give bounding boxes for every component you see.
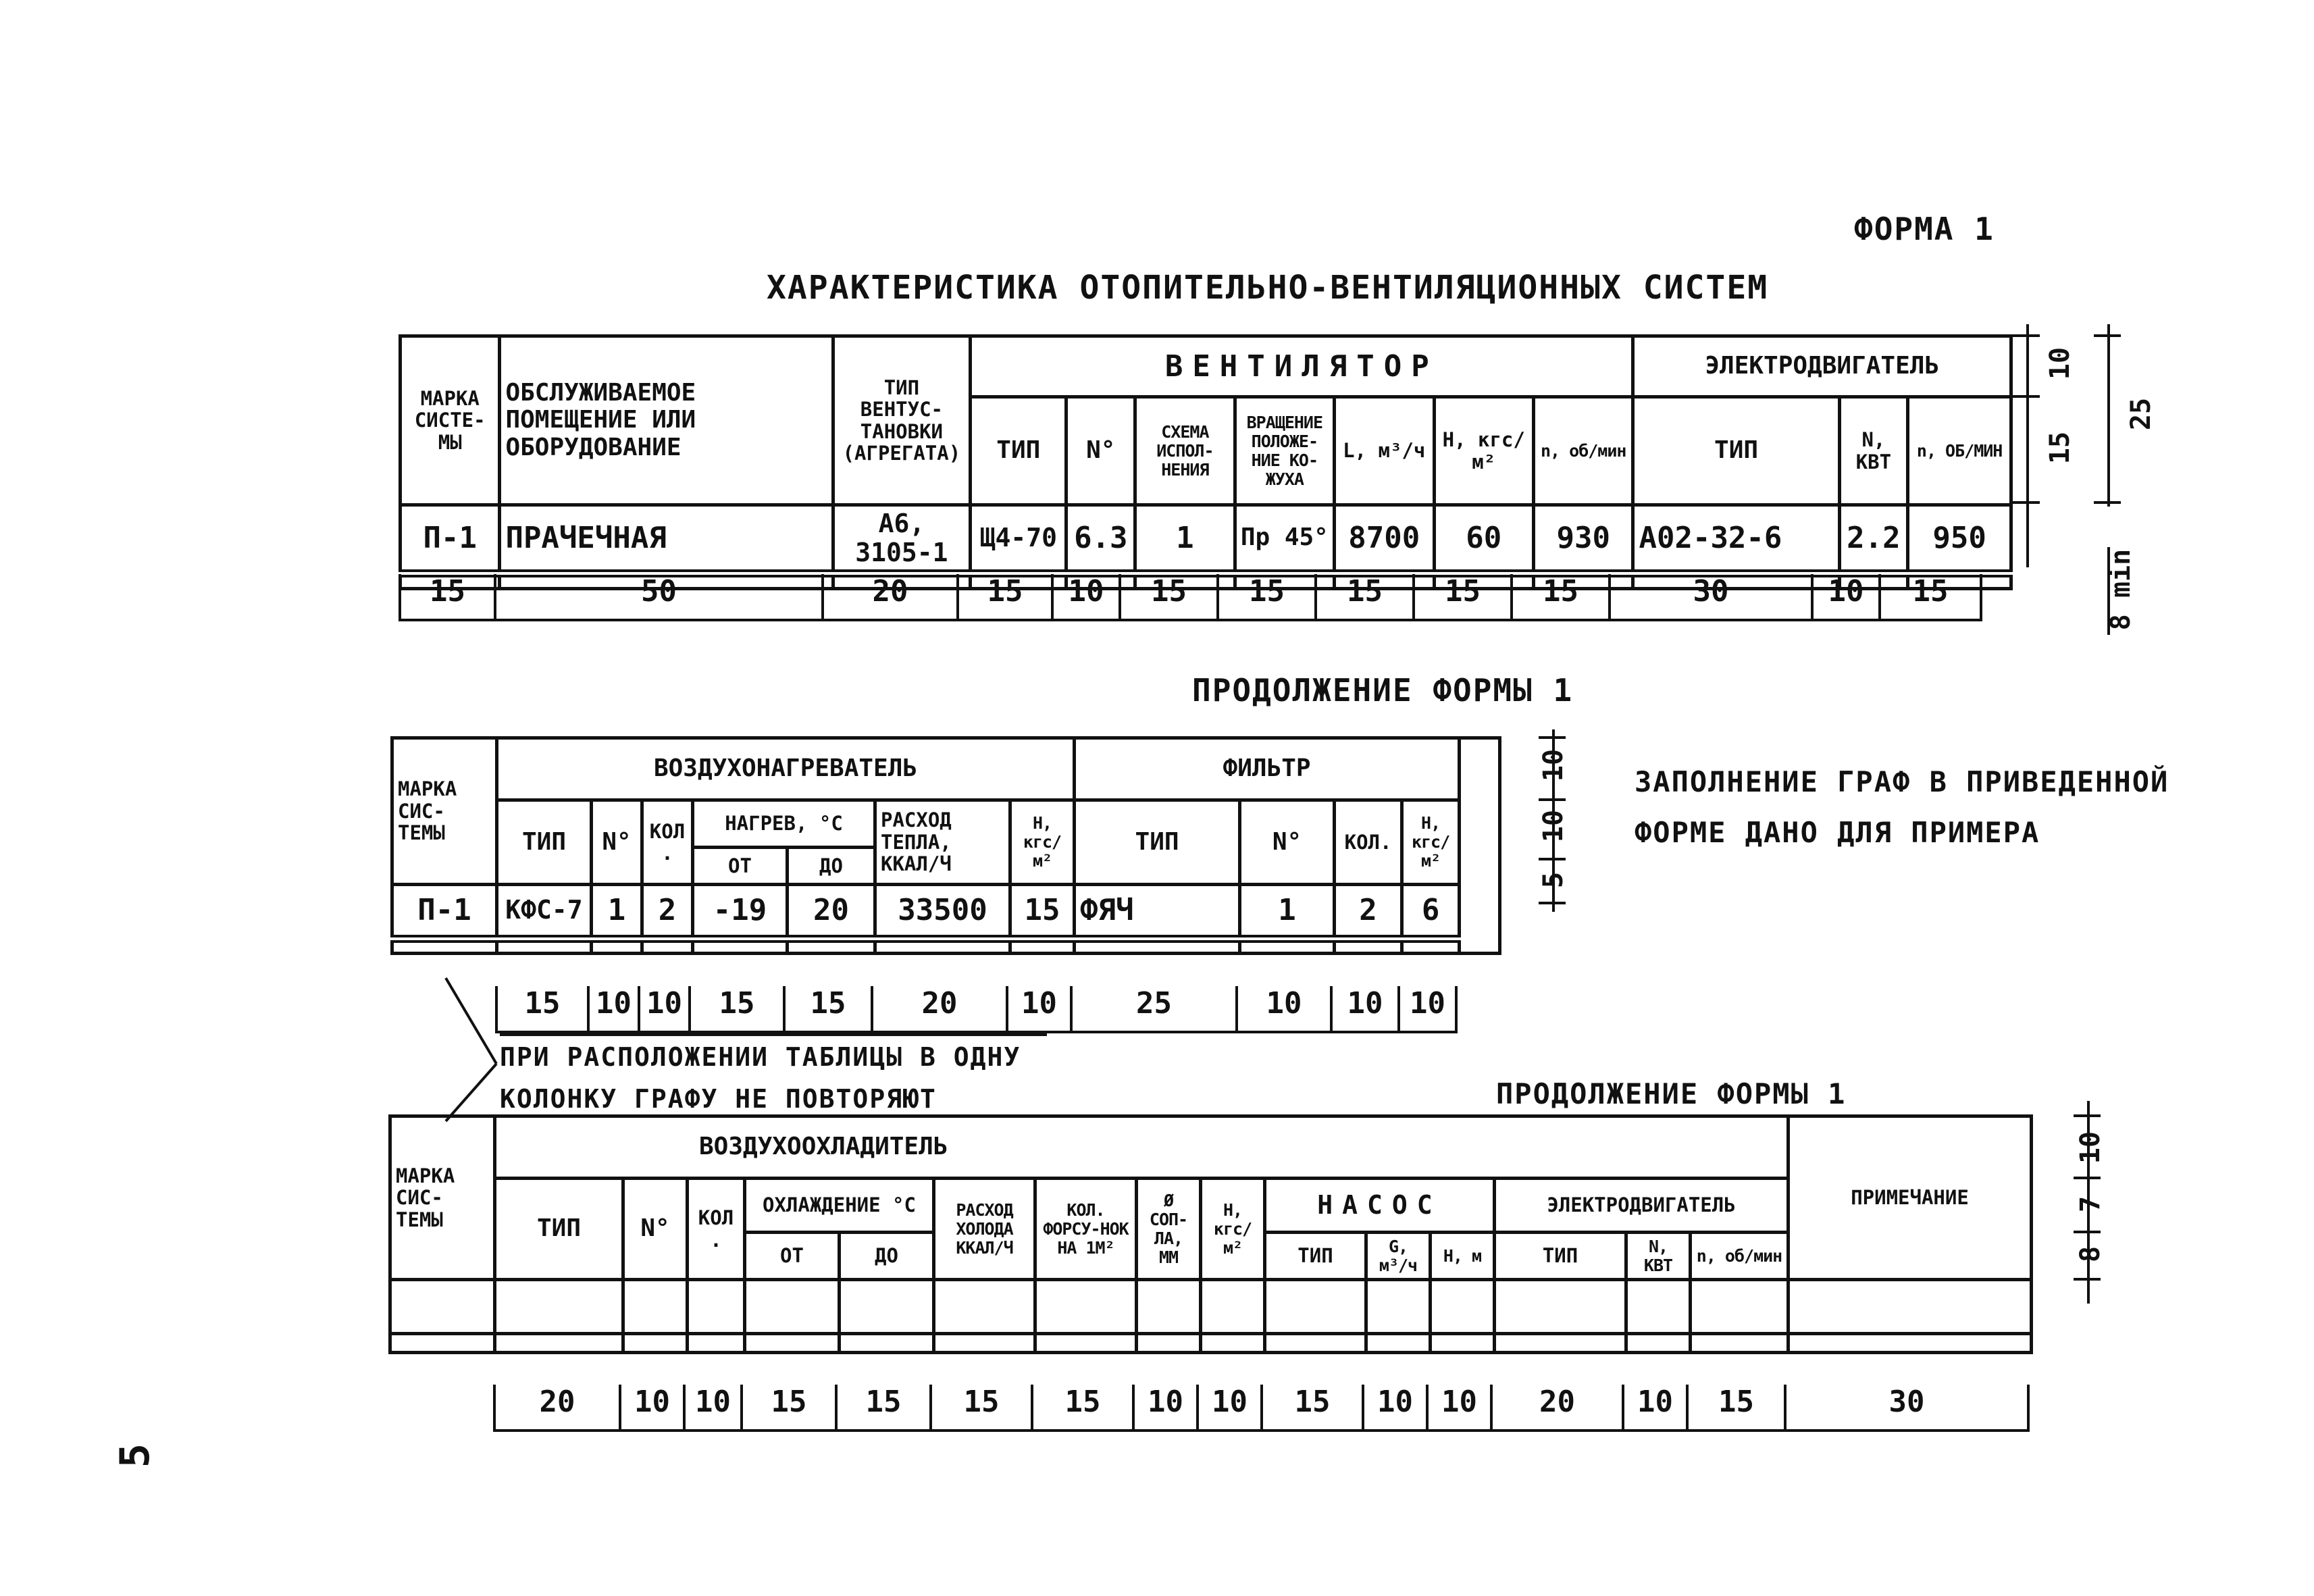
dim: 15 xyxy=(786,986,873,1031)
side-dim-min: 8 min xyxy=(2105,548,2136,631)
cell: П-1 xyxy=(401,505,500,574)
dim: 15 xyxy=(1317,574,1415,619)
group-cooler: ВОЗДУХООХЛАДИТЕЛЬ xyxy=(495,1116,1789,1179)
col-filter-H: Н, кгс/м² xyxy=(1402,800,1460,885)
dim: 15 xyxy=(691,986,786,1031)
col-nozzle-diameter: Ø СОП-ЛА, ММ xyxy=(1137,1179,1201,1280)
side-dim: 5 xyxy=(1538,871,1569,889)
col-fan-type: ТИП xyxy=(971,397,1066,505)
col-filter-no: N° xyxy=(1240,800,1335,885)
col-fan-H: Н, кгс/м² xyxy=(1434,397,1533,505)
table-row xyxy=(401,505,2011,574)
group-pump: НАСОС xyxy=(1265,1179,1495,1233)
dim: 15 xyxy=(1121,574,1219,619)
dim: 10 xyxy=(1238,986,1333,1031)
cell: П-1 xyxy=(392,885,497,939)
col-nozzles: КОЛ. ФОРСУ-НОК НА 1М² xyxy=(1035,1179,1137,1280)
col-cool-from: ОТ xyxy=(745,1233,840,1280)
form1-dimension-row xyxy=(398,574,1982,621)
col-unit-type: ТИП ВЕНТУС-ТАНОВКИ (АГРЕГАТА) xyxy=(833,336,970,505)
col-motor-type: ТИП xyxy=(1633,397,1839,505)
dim: 15 xyxy=(932,1385,1033,1429)
table-row xyxy=(390,1280,2032,1334)
col-type: ТИП xyxy=(497,800,592,885)
dim: 15 xyxy=(1881,574,1982,619)
dim: 15 xyxy=(1263,1385,1364,1429)
dim: 30 xyxy=(1786,1385,2030,1429)
cell: 930 xyxy=(1533,505,1633,574)
dim: 20 xyxy=(824,574,959,619)
cell: 8700 xyxy=(1335,505,1434,574)
cell: 950 xyxy=(1908,505,2011,574)
cell: 60 xyxy=(1434,505,1533,574)
col-mark: МАРКА СИС-ТЕМЫ xyxy=(392,738,497,885)
dim: 10 xyxy=(640,986,691,1031)
col-mark: МАРКА СИСТЕ-МЫ xyxy=(401,336,500,505)
dim: 10 xyxy=(1364,1385,1429,1429)
cell: КФС-7 xyxy=(497,885,592,939)
side-dim: 7 xyxy=(2075,1195,2106,1213)
dim: 10 xyxy=(1624,1385,1689,1429)
group-motor: ЭЛЕКТРОДВИГАТЕЛЬ xyxy=(1633,336,2011,397)
dim: 15 xyxy=(1033,1385,1135,1429)
form-label: ФОРМА 1 xyxy=(1854,211,1995,247)
col-filter-qty: КОЛ. xyxy=(1335,800,1402,885)
dim: 10 xyxy=(1429,1385,1493,1429)
cell: 33500 xyxy=(875,885,1010,939)
form1-cont2-table xyxy=(388,1114,2033,1354)
cell: 6.3 xyxy=(1066,505,1135,574)
group-motor: ЭЛЕКТРОДВИГАТЕЛЬ xyxy=(1495,1179,1789,1233)
page-number: 5 xyxy=(111,1443,159,1468)
group-heater: ВОЗДУХОНАГРЕВАТЕЛЬ xyxy=(497,738,1075,800)
col-heat-to: ДО xyxy=(788,848,875,885)
dim: 15 xyxy=(1513,574,1611,619)
cell: Щ4-70 xyxy=(971,505,1066,574)
form1-cont2-dimension-row xyxy=(493,1385,2030,1432)
dim: 10 xyxy=(590,986,640,1031)
form1-cont1-table xyxy=(390,736,1501,955)
col-room: ОБСЛУЖИВАЕМОЕ ПОМЕЩЕНИЕ ИЛИ ОБОРУДОВАНИЕ xyxy=(500,336,833,505)
dim: 10 xyxy=(686,1385,743,1429)
form1-cont2-title: ПРОДОЛЖЕНИЕ ФОРМЫ 1 xyxy=(1496,1077,1847,1110)
dim: 15 xyxy=(1219,574,1317,619)
col-pump-type: ТИП xyxy=(1265,1233,1366,1280)
col-fan-scheme: СХЕМА ИСПОЛ-НЕНИЯ xyxy=(1135,397,1235,505)
dim: 25 xyxy=(1073,986,1238,1031)
example-note: ЗАПОЛНЕНИЕ ГРАФ В ПРИВЕДЕННОЙ ФОРМЕ ДАНО ДЛЯ ПРИМЕРА xyxy=(1635,765,2169,849)
col-qty: КОЛ. xyxy=(688,1179,745,1280)
dim: 10 xyxy=(621,1385,686,1429)
dim: 20 xyxy=(493,1385,621,1429)
dim: 15 xyxy=(1689,1385,1786,1429)
col-motor-N: N, КВТ xyxy=(1839,397,1908,505)
col-heat-flow: РАСХОД ТЕПЛА, ККАЛ/Ч xyxy=(875,800,1010,885)
col-H: Н, кгс/м² xyxy=(1201,1179,1265,1280)
cell: 2 xyxy=(1335,885,1402,939)
form1-side-dim-line xyxy=(2026,324,2029,567)
dim: 10 xyxy=(1199,1385,1263,1429)
col-cool: ОХЛАЖДЕНИЕ °С xyxy=(745,1179,934,1233)
cell: 6 xyxy=(1402,885,1460,939)
col-fan-L: L, м³/ч xyxy=(1335,397,1434,505)
dim: 10 xyxy=(1054,574,1121,619)
cell: ПРАЧЕЧНАЯ xyxy=(500,505,833,574)
form1-table xyxy=(398,334,2013,590)
col-pump-G: G, м³/ч xyxy=(1366,1233,1431,1280)
side-dim: 8 xyxy=(2075,1245,2106,1263)
side-dim: 10 xyxy=(1538,809,1569,843)
group-filter: ФИЛЬТР xyxy=(1075,738,1460,800)
side-dim: 25 xyxy=(2126,397,2157,431)
cell: -19 xyxy=(693,885,788,939)
dim: 30 xyxy=(1611,574,1814,619)
col-mark: МАРКА СИС-ТЕМЫ xyxy=(390,1116,495,1280)
col-motor-n: n, об/мин xyxy=(1691,1233,1789,1280)
dim: 15 xyxy=(959,574,1054,619)
col-note: ПРИМЕЧАНИЕ xyxy=(1789,1116,2032,1280)
cell: 1 xyxy=(1135,505,1235,574)
col-pump-H: Н, м xyxy=(1431,1233,1495,1280)
cell: 20 xyxy=(788,885,875,939)
dim: 15 xyxy=(838,1385,932,1429)
form1-cont1-dimension-row xyxy=(495,986,1458,1033)
dim: 15 xyxy=(743,1385,838,1429)
cell: 2 xyxy=(642,885,693,939)
callout-text: ПРИ РАСПОЛОЖЕНИИ ТАБЛИЦЫ В ОДНУ КОЛОНКУ ГРАФУ НЕ ПОВТОРЯЮТ xyxy=(500,1033,1047,1120)
cell: 1 xyxy=(592,885,642,939)
dim: 10 xyxy=(1814,574,1881,619)
col-no: N° xyxy=(623,1179,688,1280)
col-no: N° xyxy=(592,800,642,885)
col-motor-n: n, ОБ/МИН xyxy=(1908,397,2011,505)
col-fan-rotation: ВРАЩЕНИЕ ПОЛОЖЕ-НИЕ КО-ЖУХА xyxy=(1235,397,1334,505)
form1-title: ХАРАКТЕРИСТИКА ОТОПИТЕЛЬНО-ВЕНТИЛЯЦИОННЫХ СИСТЕМ xyxy=(767,269,1769,307)
col-motor-N: N, КВТ xyxy=(1626,1233,1691,1280)
cell: А6, 3105-1 xyxy=(833,505,970,574)
col-qty: КОЛ. xyxy=(642,800,693,885)
dim: 10 xyxy=(1400,986,1458,1031)
dim: 20 xyxy=(1493,1385,1624,1429)
dim: 15 xyxy=(1415,574,1513,619)
side-dim: 15 xyxy=(2045,431,2076,465)
col-fan-no: N° xyxy=(1066,397,1135,505)
side-dim: 10 xyxy=(2045,346,2076,380)
group-fan: ВЕНТИЛЯТОР xyxy=(971,336,1633,397)
dim: 15 xyxy=(398,574,496,619)
dim: 10 xyxy=(1008,986,1073,1031)
dim: 15 xyxy=(495,986,590,1031)
dim: 10 xyxy=(1333,986,1400,1031)
col-cool-to: ДО xyxy=(840,1233,934,1280)
col-fan-n: n, об/мин xyxy=(1533,397,1633,505)
col-motor-type: ТИП xyxy=(1495,1233,1626,1280)
col-filter-type: ТИП xyxy=(1075,800,1240,885)
col-heat: НАГРЕВ, °С xyxy=(693,800,875,848)
col-H: Н, кгс/м² xyxy=(1010,800,1075,885)
cell: ФЯЧ xyxy=(1075,885,1240,939)
cell: 15 xyxy=(1010,885,1075,939)
cell: А02-32-6 xyxy=(1633,505,1839,574)
table-row xyxy=(392,885,1500,939)
cell: Пр 45° xyxy=(1235,505,1334,574)
form1-cont1-title: ПРОДОЛЖЕНИЕ ФОРМЫ 1 xyxy=(1192,672,1574,709)
col-cold-flow: РАСХОД ХОЛОДА ККАЛ/Ч xyxy=(934,1179,1035,1280)
side-dim: 10 xyxy=(1538,748,1569,782)
side-dim: 10 xyxy=(2075,1131,2106,1164)
cell: 1 xyxy=(1240,885,1335,939)
dim: 20 xyxy=(873,986,1008,1031)
dim: 50 xyxy=(496,574,824,619)
dim: 10 xyxy=(1135,1385,1199,1429)
col-type: ТИП xyxy=(495,1179,623,1280)
col-heat-from: ОТ xyxy=(693,848,788,885)
cell: 2.2 xyxy=(1839,505,1908,574)
